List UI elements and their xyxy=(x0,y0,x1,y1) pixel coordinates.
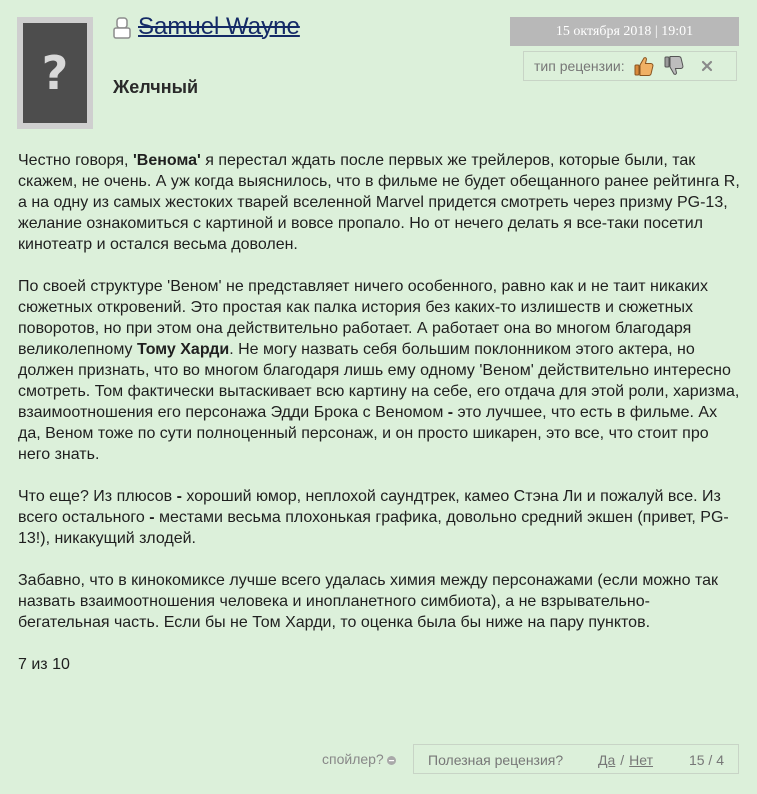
review-text: я перестал ждать после первых же трейлеров, которые были, так скажем, не очень. А уж когда выяснилось, что в фильме не будет обещанного ранее рейтинга R, а на одну из самых жестоких тварей вселенной Marvel придется смотреть через призму PG-13, желание ознакомиться с картиной и вовсе пропало. Но от нечего делать я все-таки посетил кинотеатр и остался весьма доволен. xyxy=(18,152,740,253)
review-paragraph xyxy=(18,276,740,465)
author-avatar[interactable] xyxy=(17,17,93,129)
review-text: хороший юмор, неплохой саундтрек, камео Стэна Ли и пожалуй все. Из всего остального xyxy=(18,488,721,526)
review-paragraph xyxy=(18,486,740,549)
vote-links xyxy=(598,752,653,768)
review-type-label: тип рецензии: xyxy=(534,58,625,74)
vote-no-link[interactable]: Нет xyxy=(629,752,654,768)
close-icon[interactable] xyxy=(701,60,713,72)
review-text: Что еще? Из плюсов xyxy=(18,488,177,505)
review-body xyxy=(18,150,740,696)
review-title: Желчный xyxy=(113,77,199,97)
user-icon xyxy=(113,17,131,39)
review-text: Честно говоря, xyxy=(18,152,133,169)
vote-counts: 15 / 4 xyxy=(688,752,724,768)
review-text-bold: Тому Харди xyxy=(136,341,230,358)
vote-yes-link[interactable]: Да xyxy=(598,752,616,768)
review-text-bold: - xyxy=(176,488,182,505)
spoiler-toggle[interactable] xyxy=(322,751,396,767)
spoiler-icon[interactable] xyxy=(387,756,396,765)
review-text: местами весьма плохонькая графика, довольно средний экшен (привет, PG-13!), никакущий злодей. xyxy=(18,509,729,547)
review-paragraph xyxy=(18,570,740,633)
avatar-placeholder: ? xyxy=(23,23,87,123)
review-footer xyxy=(322,744,739,774)
review-type-panel xyxy=(523,51,737,81)
spoiler-label: спойлер? xyxy=(322,751,384,767)
review-text: По своей структуре 'Веном' не представляет ничего особенного, равно как и не таит никаких сюжетных откровений. Это простая как палка история без каких-то излишеств и сюжетных поворотов, но при этом она действительно работает. А работает она во многом благодаря великолепному xyxy=(18,278,708,358)
review-text: . Не могу назвать себя большим поклонником этого актера, но должен признать, что во многом благодаря лишь ему одному 'Веном' действительно интересно смотреть. Том фактически вытаскивает всю картину на себе, его отдача для этой роли, харизма, взаимоотношения его персонажа Эдди Брока с Веномом xyxy=(18,341,740,421)
useful-review-panel xyxy=(413,744,739,774)
thumbs-down-icon[interactable] xyxy=(663,55,685,77)
review-text: это лучшее, что есть в фильме. Ах да, Веном тоже по сути полноценный персонаж, и он просто шикарен, это все, что стоит про него знать. xyxy=(18,404,718,463)
review-text: 7 из 10 xyxy=(18,656,70,673)
review-date: 15 октября 2018 | 19:01 xyxy=(510,17,739,46)
review-text: Забавно, что в кинокомиксе лучше всего удалась химия между персонажами (если можно так назвать взаимоотношения человека и инопланетного симбиота), а не взрывательно-бегательная часть. Если бы не Том Харди, то оценка была бы ниже на пару пунктов. xyxy=(18,572,719,631)
review-text-bold: 'Венома' xyxy=(132,152,201,169)
review-paragraph xyxy=(18,150,740,255)
vote-separator: / xyxy=(620,752,625,768)
review-text-bold: - xyxy=(447,404,454,421)
useful-review-label: Полезная рецензия? xyxy=(428,752,564,768)
review-paragraph xyxy=(18,654,740,675)
review-text-bold: - xyxy=(149,509,155,526)
thumbs-up-icon[interactable] xyxy=(633,55,655,77)
author-name-link[interactable]: Samuel Wayne xyxy=(138,13,300,40)
